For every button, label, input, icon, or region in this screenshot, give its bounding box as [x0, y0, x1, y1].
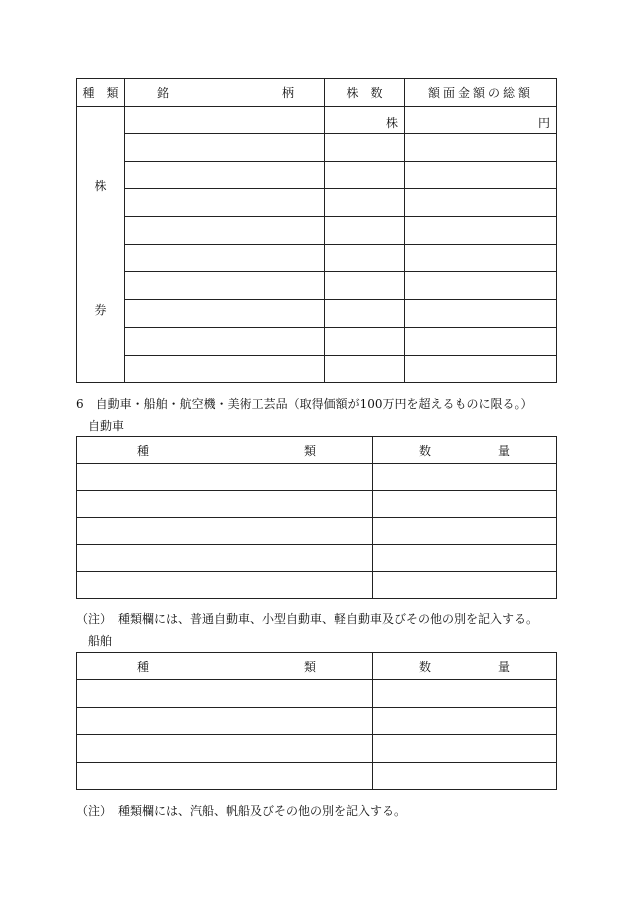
type-char-1: 株 [94, 179, 107, 193]
ship-qty-b: 量 [497, 659, 510, 674]
total-cell[interactable] [405, 161, 557, 189]
name-cell[interactable] [125, 244, 325, 272]
ship-type-a: 種 [137, 659, 150, 674]
car-type-cell[interactable] [77, 572, 373, 599]
ship-type-cell[interactable] [77, 762, 373, 790]
type-char-2: 券 [94, 303, 107, 317]
ship-table [76, 652, 557, 790]
header-total: 額面金額の総額 [405, 79, 557, 107]
table-row [77, 355, 557, 383]
name-cell[interactable] [125, 161, 325, 189]
table-row [77, 762, 557, 790]
ship-type-b: 類 [303, 659, 316, 674]
shares-cell[interactable] [325, 189, 405, 217]
ship-qty-cell[interactable] [373, 762, 557, 790]
total-cell[interactable] [405, 327, 557, 355]
name-cell[interactable] [125, 189, 325, 217]
table-row [77, 545, 557, 572]
stock-header-row [77, 79, 557, 107]
table-row [77, 300, 557, 328]
car-qty-cell[interactable] [373, 518, 557, 545]
total-cell[interactable] [405, 189, 557, 217]
ship-type-cell[interactable] [77, 707, 373, 735]
table-row [77, 189, 557, 217]
total-cell[interactable] [405, 217, 557, 245]
section6-heading: 6 自動車・船舶・航空機・美術工芸品（取得価額が100万円を超えるものに限る。） [76, 397, 533, 411]
shares-cell[interactable] [325, 134, 405, 162]
total-cell[interactable] [405, 244, 557, 272]
ship-label: 船舶 [88, 634, 113, 648]
header-shares: 株 数 [325, 79, 405, 107]
car-table [76, 436, 557, 599]
table-row [77, 518, 557, 545]
shares-cell[interactable] [325, 244, 405, 272]
table-row [77, 244, 557, 272]
shares-cell[interactable] [325, 161, 405, 189]
car-header-row [77, 437, 557, 464]
car-type-cell[interactable] [77, 491, 373, 518]
car-qty-b: 量 [497, 443, 510, 458]
table-row [77, 491, 557, 518]
car-type-a: 種 [137, 443, 150, 458]
header-name-b: 柄 [281, 86, 294, 100]
name-cell[interactable] [125, 134, 325, 162]
ship-header-row [77, 653, 557, 680]
ship-type-cell[interactable] [77, 680, 373, 708]
car-type-cell[interactable] [77, 518, 373, 545]
table-row [77, 217, 557, 245]
header-name [125, 79, 325, 107]
ship-qty-cell[interactable] [373, 680, 557, 708]
ship-qty-cell[interactable] [373, 707, 557, 735]
stock-type-cell [77, 107, 125, 383]
table-row [77, 735, 557, 763]
ship-qty-a: 数 [419, 659, 432, 674]
total-cell[interactable] [405, 355, 557, 383]
total-cell[interactable] [405, 272, 557, 300]
car-header-type [77, 437, 373, 464]
header-name-a: 銘 [157, 86, 170, 100]
table-row [77, 707, 557, 735]
table-row [77, 464, 557, 491]
name-cell[interactable] [125, 107, 325, 134]
car-type-cell[interactable] [77, 545, 373, 572]
unit-shares: 株 [385, 116, 398, 130]
table-row [77, 572, 557, 599]
car-qty-a: 数 [419, 443, 432, 458]
ship-note: （注） 種類欄には、汽船、帆船及びその他の別を記入する。 [76, 804, 407, 818]
ship-header-type [77, 653, 373, 680]
table-row [77, 680, 557, 708]
shares-cell[interactable] [325, 327, 405, 355]
total-cell[interactable] [405, 107, 557, 134]
name-cell[interactable] [125, 272, 325, 300]
stock-table [76, 78, 557, 383]
shares-cell[interactable] [325, 272, 405, 300]
shares-cell[interactable] [325, 217, 405, 245]
table-row [77, 161, 557, 189]
table-row [77, 272, 557, 300]
table-row [77, 327, 557, 355]
shares-cell[interactable] [325, 355, 405, 383]
total-cell[interactable] [405, 300, 557, 328]
car-qty-cell[interactable] [373, 491, 557, 518]
car-note: （注） 種類欄には、普通自動車、小型自動車、軽自動車及びその他の別を記入する。 [76, 612, 539, 626]
ship-header-qty [373, 653, 557, 680]
name-cell[interactable] [125, 355, 325, 383]
car-qty-cell[interactable] [373, 545, 557, 572]
car-label: 自動車 [88, 419, 125, 433]
name-cell[interactable] [125, 217, 325, 245]
table-row [77, 134, 557, 162]
name-cell[interactable] [125, 300, 325, 328]
car-header-qty [373, 437, 557, 464]
unit-yen: 円 [537, 116, 550, 130]
car-qty-cell[interactable] [373, 464, 557, 491]
name-cell[interactable] [125, 327, 325, 355]
shares-cell[interactable] [325, 300, 405, 328]
ship-type-cell[interactable] [77, 735, 373, 763]
table-row [77, 107, 557, 134]
car-type-b: 類 [303, 443, 316, 458]
total-cell[interactable] [405, 134, 557, 162]
car-type-cell[interactable] [77, 464, 373, 491]
ship-qty-cell[interactable] [373, 735, 557, 763]
car-qty-cell[interactable] [373, 572, 557, 599]
shares-cell[interactable] [325, 107, 405, 134]
header-type: 種 類 [77, 79, 125, 107]
